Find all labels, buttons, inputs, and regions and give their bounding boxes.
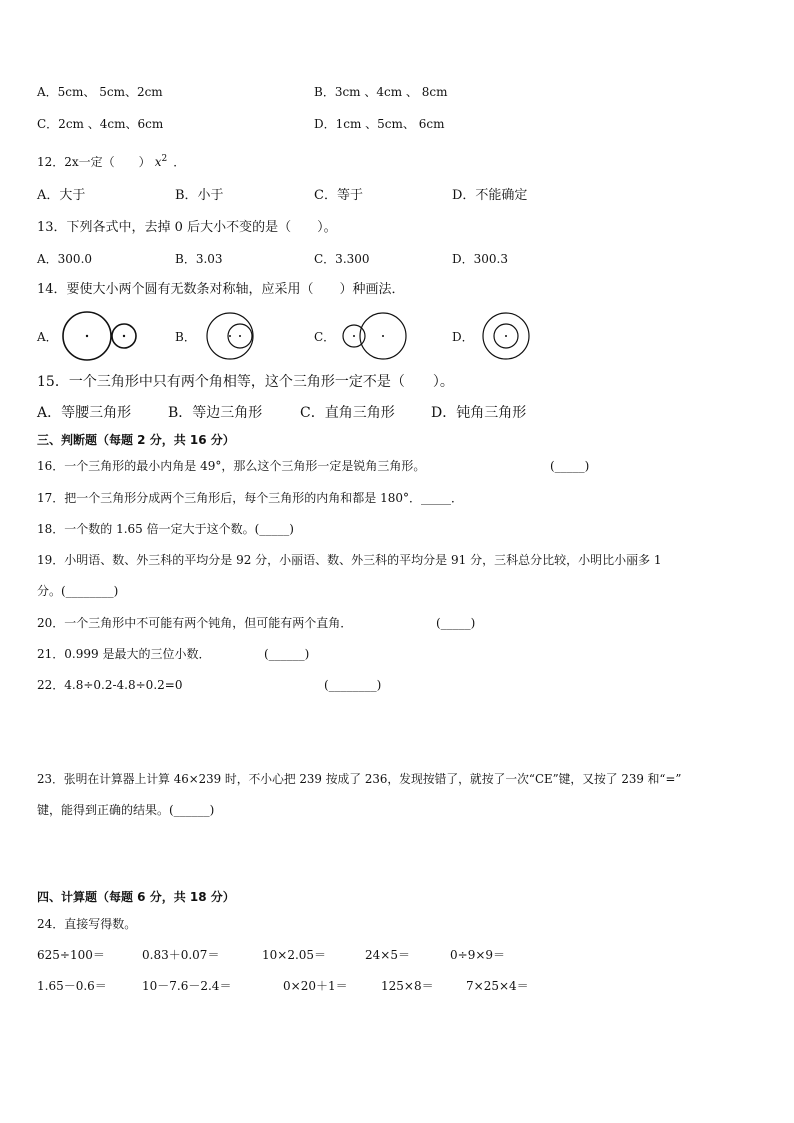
q13-option-a: A．300.0 [37,252,93,266]
q11-option-c: C．2cm 、4cm、6cm [37,117,164,131]
q13-option-c: C．3.300 [314,252,370,266]
q23-line2: 键，能得到正确的结果。(______) [37,803,215,817]
q15-option-d: D．钝角三角形 [431,405,527,421]
q12-option-b: B．小于 [175,188,224,203]
q23-line1: 23．张明在计算器上计算 46×239 时，不小心把 239 按成了 236，发现按错了，就按了一次“CE”键，又按了 239 和“=” [37,772,682,786]
calc-item: 0.83＋0.07＝ [142,948,220,962]
q15-option-a: A．等腰三角形 [37,405,132,421]
q14-figure-a [60,310,140,362]
q14-stem: 14．要使大小两个圆有无数条对称轴，应采用（ ）种画法． [37,282,405,297]
calc-item: 24×5＝ [365,948,410,962]
calc-item: 625÷100＝ [37,948,105,962]
q15-option-c: C．直角三角形 [300,405,395,421]
calc-item: 10×2.05＝ [262,948,327,962]
calc-item: 1.65－0.6＝ [37,979,107,993]
q24-stem: 24．直接写得数。 [37,917,137,931]
q14-option-b-label: B． [175,330,196,344]
q16-text: 16．一个三角形的最小内角是 49°，那么这个三角形一定是锐角三角形。 [37,459,426,473]
q13-stem: 13．下列各式中，去掉 0 后大小不变的是（ ）。 [37,220,337,235]
q14-option-a-label: A． [37,330,58,344]
calc-item: 0÷9×9＝ [450,948,506,962]
q14-figure-d [480,310,532,362]
calc-item: 10－7.6－2.4＝ [142,979,232,993]
q12-variable: x [154,155,162,169]
q14-figure-b [204,310,260,362]
q13-option-d: D．300.3 [452,252,508,266]
q21-answer-blank[interactable]: (______) [264,647,310,661]
q19-line1: 19．小明语、数、外三科的平均分是 92 分，小丽语、数、外三科的平均分是 91 分，三科总分比较，小明比小丽多 1 [37,553,662,567]
q12-option-d: D．不能确定 [452,188,528,203]
q21-text: 21．0.999 是最大的三位小数． [37,647,211,661]
q20-text: 20．一个三角形中不可能有两个钝角，但可能有两个直角． [37,616,353,630]
q12-option-a: A．大于 [37,188,86,203]
calc-item: 0×20＋1＝ [283,979,348,993]
q19-line2: 分。(________) [37,584,119,598]
q12-option-c: C．等于 [314,188,363,203]
q11-option-b: B．3cm 、4cm 、 8cm [314,85,448,99]
q14-option-d-label: D． [452,330,474,344]
q20-answer-blank[interactable]: (_____) [436,616,476,630]
q22-answer-blank[interactable]: (________) [324,678,382,692]
calc-item: 125×8＝ [381,979,434,993]
section4-title: 四、计算题（每题 6 分，共 18 分） [37,890,235,904]
q17-text: 17．把一个三角形分成两个三角形后，每个三角形的内角和都是 180°．_____． [37,491,463,505]
q14-figure-c [340,310,410,362]
q18-text: 18．一个数的 1.65 倍一定大于这个数。(_____) [37,522,294,536]
q12-exponent: 2 [161,154,168,164]
q16-answer-blank[interactable]: (_____) [550,459,590,473]
q11-option-a: A．5cm、 5cm、2cm [37,85,163,99]
q13-option-b: B．3.03 [175,252,223,266]
q22-text: 22．4.8÷0.2-4.8÷0.2=0 [37,678,183,692]
q15-stem: 15．一个三角形中只有两个角相等，这个三角形一定不是（ ）。 [37,374,454,390]
section3-title: 三、判断题（每题 2 分，共 16 分） [37,433,235,447]
q15-option-b: B．等边三角形 [168,405,263,421]
calc-item: 7×25×4＝ [466,979,529,993]
q12-stem-suffix: ． [173,155,186,169]
q12-stem-prefix: 12．2x一定（ ） [37,155,151,169]
q12-stem [37,151,185,170]
q11-option-d: D．1cm 、5cm、 6cm [314,117,445,131]
q14-option-c-label: C． [314,330,336,344]
